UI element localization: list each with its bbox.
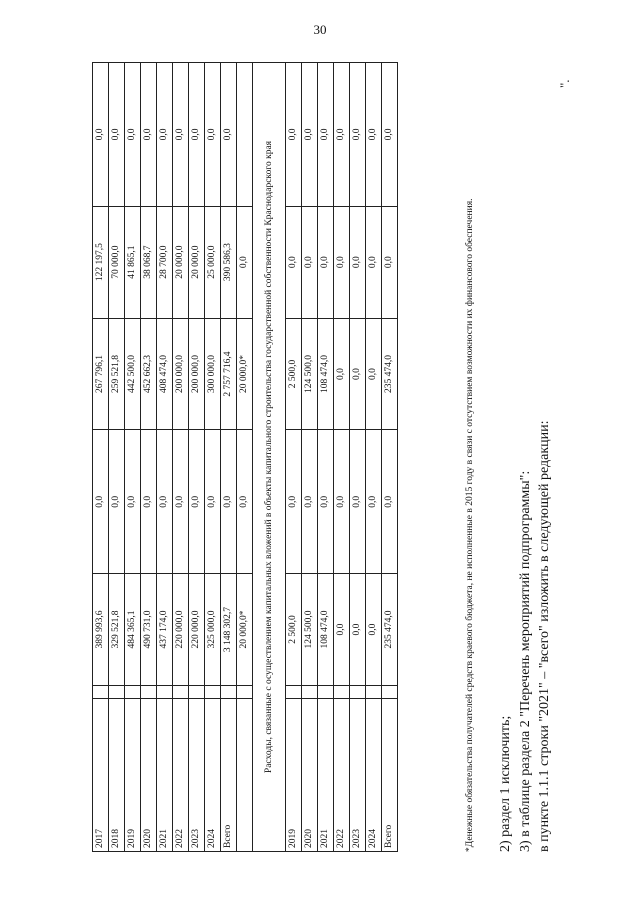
table-cell-c4: 41 865,1 (125, 206, 141, 318)
table-cell-c1: 220 000,0 (189, 574, 205, 686)
table-spacer-cell (286, 685, 302, 698)
table-spacer-cell (237, 685, 253, 698)
table-row (286, 63, 302, 852)
table-row (173, 63, 189, 852)
table-row (205, 63, 221, 852)
table-cell-c2: 0,0 (189, 430, 205, 574)
table-cell-label: 2019 (125, 698, 141, 851)
table-spacer-cell (382, 685, 398, 698)
table-cell-c5: 0,0 (286, 63, 302, 207)
table-cell-c5: 0,0 (366, 63, 382, 207)
table-cell-c5: 0,0 (334, 63, 350, 207)
table-spacer-cell (141, 685, 157, 698)
table-cell-c2: 0,0 (109, 430, 125, 574)
table-spacer-cell (173, 685, 189, 698)
table-cell-c1: 235 474,0 (382, 574, 398, 686)
table-cell-label: 2022 (334, 698, 350, 851)
table-cell-label: 2024 (205, 698, 221, 851)
table-total-row (221, 63, 237, 852)
table-cell-c2: 0,0 (125, 430, 141, 574)
table-cell-c1: 490 731,0 (141, 574, 157, 686)
table-cell-c4: 20 000,0 (173, 206, 189, 318)
table-cell-c3: 2 757 716,4 (221, 318, 237, 430)
table-cell-c2: 0,0 (237, 430, 253, 574)
footnote: *Денежные обязательства получателей средств краевого бюджета, не исполненные в 2015 году в связи с отсутствием возможности их финансового обеспечения. (465, 198, 475, 852)
table-cell-c4: 122 197,5 (93, 206, 109, 318)
table-cell-c4: 38 068,7 (141, 206, 157, 318)
table-row (125, 63, 141, 852)
table-cell-c3: 267 796,1 (93, 318, 109, 430)
table-cell-c1: 484 365,1 (125, 574, 141, 686)
table-spacer-cell (221, 685, 237, 698)
table-cell-c5: 0,0 (302, 63, 318, 207)
table-cell-label: 2018 (109, 698, 125, 851)
table-cell-label: 2021 (157, 698, 173, 851)
table-cell-c1: 108 474,0 (318, 574, 334, 686)
table-cell-c4: 20 000,0 (189, 206, 205, 318)
table-total-subrow (237, 63, 253, 852)
table-cell-c1: 20 000,0* (237, 574, 253, 686)
table-cell-c1: 0,0 (366, 574, 382, 686)
table-row (189, 63, 205, 852)
table-spacer-cell (189, 685, 205, 698)
table-cell-c2: 0,0 (221, 430, 237, 574)
table-cell-c5: 0,0 (205, 63, 221, 207)
table-cell-label: 2020 (302, 698, 318, 851)
page-number: 30 (313, 22, 327, 37)
table-cell-c3: 300 000,0 (205, 318, 221, 430)
table-spacer-cell (302, 685, 318, 698)
table-cell-c3: 259 521,8 (109, 318, 125, 430)
table-cell-c5: 0,0 (173, 63, 189, 207)
table-cell-c4: 0,0 (334, 206, 350, 318)
table-cell-c5: 0,0 (350, 63, 366, 207)
table-cell-c3: 2 500,0 (286, 318, 302, 430)
body-line-2: 2) раздел 1 исключить; (498, 715, 513, 852)
table-cell-c5: 0,0 (93, 63, 109, 207)
table-cell-c5: 0,0 (125, 63, 141, 207)
table-cell-c1: 389 993,6 (93, 574, 109, 686)
section-title: Расходы, связанные с осуществлением капитальных вложений в объекты капитального строительства государственной собственности Краснодарского края (253, 63, 286, 852)
table-cell-c4: 390 586,3 (221, 206, 237, 318)
table-cell-label: Всего (221, 698, 237, 851)
table-cell-c3: 0,0 (334, 318, 350, 430)
table-cell-c3: 108 474,0 (318, 318, 334, 430)
table-cell-c4: 0,0 (382, 206, 398, 318)
table-row (302, 63, 318, 852)
table-cell-c2: 0,0 (157, 430, 173, 574)
table-cell-c3: 0,0 (350, 318, 366, 430)
table-cell-c4: 25 000,0 (205, 206, 221, 318)
table-cell-c4: 0,0 (366, 206, 382, 318)
table-spacer-cell (109, 685, 125, 698)
funding-table (92, 62, 398, 852)
table-cell-label: 2021 (318, 698, 334, 851)
table-cell-c2: 0,0 (173, 430, 189, 574)
body-line-4: в пункте 1.1.1 строки "2021" – "всего" изложить в следующей редакции: (537, 420, 553, 852)
table-cell-c5: 0,0 (141, 63, 157, 207)
table-spacer-cell (93, 685, 109, 698)
table-row (334, 63, 350, 852)
table-cell-c4: 0,0 (318, 206, 334, 318)
table-cell-label: 2022 (173, 698, 189, 851)
table-row (366, 63, 382, 852)
table-cell-c2: 0,0 (382, 430, 398, 574)
table-cell-c5: 0,0 (157, 63, 173, 207)
table-cell-c5: 0,0 (382, 63, 398, 207)
table-cell-label: 2023 (350, 698, 366, 851)
table-cell-c2: 0,0 (205, 430, 221, 574)
table-cell-label: 2017 (93, 698, 109, 851)
table-row (141, 63, 157, 852)
table-cell-label: 2020 (141, 698, 157, 851)
table-cell-c2: 0,0 (141, 430, 157, 574)
table-cell-label: 2019 (286, 698, 302, 851)
table-cell-c4: 0,0 (237, 206, 253, 318)
table-cell-c3: 200 000,0 (189, 318, 205, 430)
rotated-page-region (92, 62, 553, 852)
table-cell-c3: 200 000,0 (173, 318, 189, 430)
table-cell-c1: 437 174,0 (157, 574, 173, 686)
table-row (109, 63, 125, 852)
table-cell-label (237, 698, 253, 851)
table-cell-c2: 0,0 (286, 430, 302, 574)
body-text (496, 62, 555, 852)
table-row (157, 63, 173, 852)
table-spacer-cell (318, 685, 334, 698)
section-row (253, 63, 286, 852)
table-cell-c3: 452 662,3 (141, 318, 157, 430)
rotated-content (92, 62, 553, 852)
table-cell-c2: 0,0 (350, 430, 366, 574)
table-cell-label: 2023 (189, 698, 205, 851)
table-cell-c5: 0,0 (318, 63, 334, 207)
table-cell-c3: 442 500,0 (125, 318, 141, 430)
table-cell-c2: 0,0 (318, 430, 334, 574)
table-cell-c4: 0,0 (302, 206, 318, 318)
table-spacer-cell (366, 685, 382, 698)
table-row (318, 63, 334, 852)
table-cell-c2: 0,0 (302, 430, 318, 574)
table-cell-c4: 70 000,0 (109, 206, 125, 318)
table-cell-c5: 0,0 (189, 63, 205, 207)
body-line-3: 3) в таблице раздела 2 "Перечень мероприятий подпрограммы": (517, 470, 533, 852)
table-cell-c2: 0,0 (93, 430, 109, 574)
table-spacer-cell (157, 685, 173, 698)
table-total-row (382, 63, 398, 852)
table-cell-c4: 28 700,0 (157, 206, 173, 318)
table-cell-c3: 235 474,0 (382, 318, 398, 430)
table-cell-c3: 0,0 (366, 318, 382, 430)
table-cell-c3: 124 500,0 (302, 318, 318, 430)
table-cell-c1: 3 148 302,7 (221, 574, 237, 686)
table-cell-label: 2024 (366, 698, 382, 851)
table-cell-c5: 0,0 (221, 63, 237, 207)
table-cell-c1: 0,0 (334, 574, 350, 686)
table-spacer-cell (205, 685, 221, 698)
table-spacer-cell (350, 685, 366, 698)
table-cell-c1: 329 521,8 (109, 574, 125, 686)
table-cell-c2: 0,0 (366, 430, 382, 574)
table-spacer-cell (125, 685, 141, 698)
table-cell-c4: 0,0 (350, 206, 366, 318)
table-cell-c1: 2 500,0 (286, 574, 302, 686)
table-cell-c1: 325 000,0 (205, 574, 221, 686)
table-cell-label: Всего (382, 698, 398, 851)
table-cell-c5: 0,0 (109, 63, 125, 207)
table-cell-c4: 0,0 (286, 206, 302, 318)
table-cell-c1: 0,0 (350, 574, 366, 686)
table-spacer-cell (334, 685, 350, 698)
table-row (350, 63, 366, 852)
table-cell-c1: 124 500,0 (302, 574, 318, 686)
closing-quote-mark: ". (557, 79, 572, 88)
table-row (93, 63, 109, 852)
table-cell-c5 (237, 63, 253, 207)
table-cell-c2: 0,0 (334, 430, 350, 574)
table-cell-c3: 408 474,0 (157, 318, 173, 430)
table-cell-c3: 20 000,0* (237, 318, 253, 430)
table-cell-c1: 220 000,0 (173, 574, 189, 686)
